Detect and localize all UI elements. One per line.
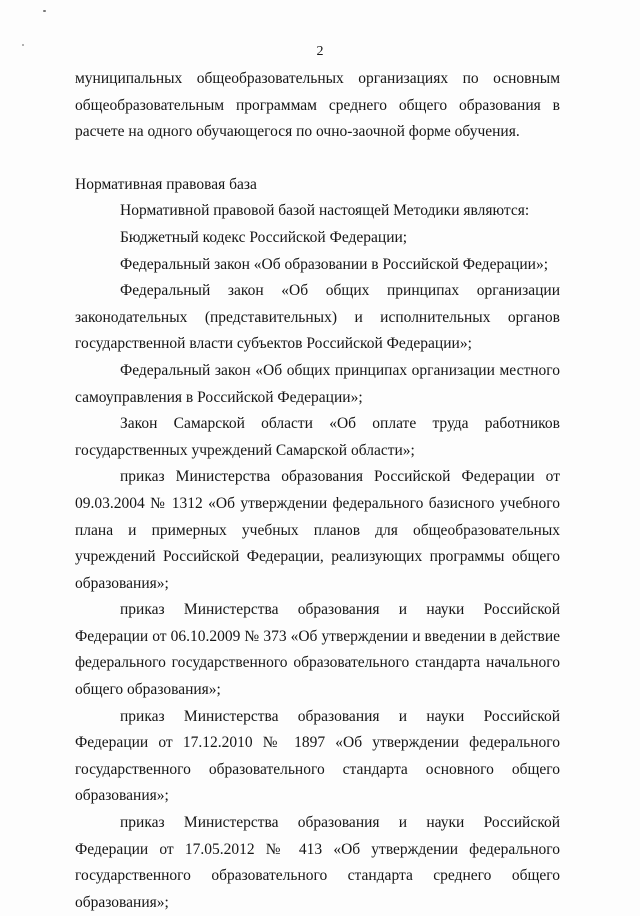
paragraph-regional-authorities-law: Федеральный закон «Об общих принципах организации законодательных (представительных) и исполнительных органов государственной власти субъектов Российской Федерации»;: [75, 282, 560, 353]
paragraph-order-373: приказ Министерства образования и науки Российской Федерации от 06.10.2009 № 373 «Об утверждении и введении в действие федерального государственного образовательного стандарта начального общего образования»;: [75, 601, 560, 699]
paragraph-samara-law: Закон Самарской области «Об оплате труда работников государственных учреждений Самарской области»;: [75, 415, 560, 459]
paragraph-order-1312: приказ Министерства образования Российской Федерации от 09.03.2004 № 1312 «Об утверждении федерального базисного учебного плана и примерных учебных планов для общеобразовательных учреждений Российской Федерации, реализующих программы общего образования»;: [75, 468, 560, 592]
document-body: [75, 66, 560, 916]
paragraph-intro: Нормативной правовой базой настоящей Методики являются:: [120, 202, 530, 220]
paragraph-education-law: Федеральный закон «Об образовании в Российской Федерации»;: [120, 255, 549, 273]
intro-first-line: муниципальных общеобразовательных организациях по основным: [75, 70, 560, 87]
section-heading: Нормативная правовая база: [75, 175, 257, 193]
paragraph-order-413: приказ Министерства образования и науки Российской Федерации от 17.05.2012 № 413 «Об утверждении федерального государственного образовательного стандарта среднего общего образования»;: [75, 814, 560, 911]
paragraph-local-government-law: Федеральный закон «Об общих принципах организации местного самоуправления в Российской Федерации»;: [75, 361, 560, 406]
paragraph-order-1897: приказ Министерства образования и науки Российской Федерации от 17.12.2010 № 1897 «Об утверждении федерального государственного образовательного стандарта основного общего образования»;: [75, 707, 560, 805]
paragraph-budget-code: Бюджетный кодекс Российской Федерации;: [120, 228, 408, 246]
scan-speck: [43, 10, 46, 12]
intro-paragraph: общеобразовательным программам среднего общего образования в расчете на одного обучающегося по очно-заочной форме обучения.: [75, 96, 560, 141]
page-number: 2: [316, 44, 324, 59]
